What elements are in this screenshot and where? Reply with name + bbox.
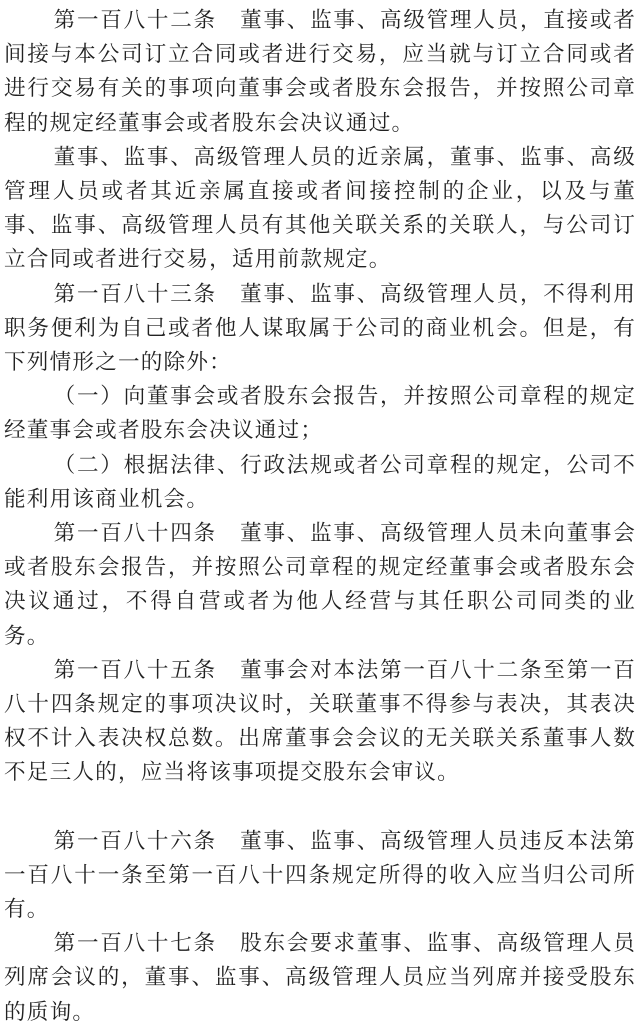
article-184-paragraph: 第一百八十四条 董事、监事、高级管理人员未向董事会或者股东会报告，并按照公司章程的规定经董事会或者股东会决议通过，不得自营或者为他人经营与其任职公司同类的业务。 (4, 521, 636, 649)
article-183-item-1: （一）向董事会或者股东会报告，并按照公司章程的规定经董事会或者股东会决议通过； (4, 384, 636, 444)
article-185-paragraph: 第一百八十五条 董事会对本法第一百八十二条至第一百八十四条规定的事项决议时，关联董事不得参与表决，其表决权不计入表决权总数。出席董事会会议的无关联关系董事人数不足三人的，应当将该事项提交股东会审议。 (4, 657, 636, 786)
article-187-paragraph: 第一百八十七条 股东会要求董事、监事、高级管理人员列席会议的，董事、监事、高级管理人员应当列席并接受股东的质询。 (4, 931, 636, 1025)
article-183-item-2: （二）根据法律、行政法规或者公司章程的规定，公司不能利用该商业机会。 (4, 452, 636, 512)
article-182-paragraph: 第一百八十二条 董事、监事、高级管理人员，直接或者间接与本公司订立合同或者进行交易，应当就与订立合同或者进行交易有关的事项向董事会或者股东会报告，并按照公司章程的规定经董事会或者股东会决议通过。 (4, 8, 636, 136)
article-183-paragraph: 第一百八十三条 董事、监事、高级管理人员，不得利用职务便利为自己或者他人谋取属于公司的商业机会。但是，有下列情形之一的除外： (4, 281, 636, 376)
article-186-paragraph: 第一百八十六条 董事、监事、高级管理人员违反本法第一百八十一条至第一百八十四条规定所得的收入应当归公司所有。 (4, 828, 636, 923)
article-182-second-paragraph: 董事、监事、高级管理人员的近亲属，董事、监事、高级管理人员或者其近亲属直接或者间接控制的企业，以及与董事、监事、高级管理人员有其他关联关系的关联人，与公司订立合同或者进行交易，适用前款规定。 (4, 144, 636, 273)
section-spacer (4, 791, 636, 825)
